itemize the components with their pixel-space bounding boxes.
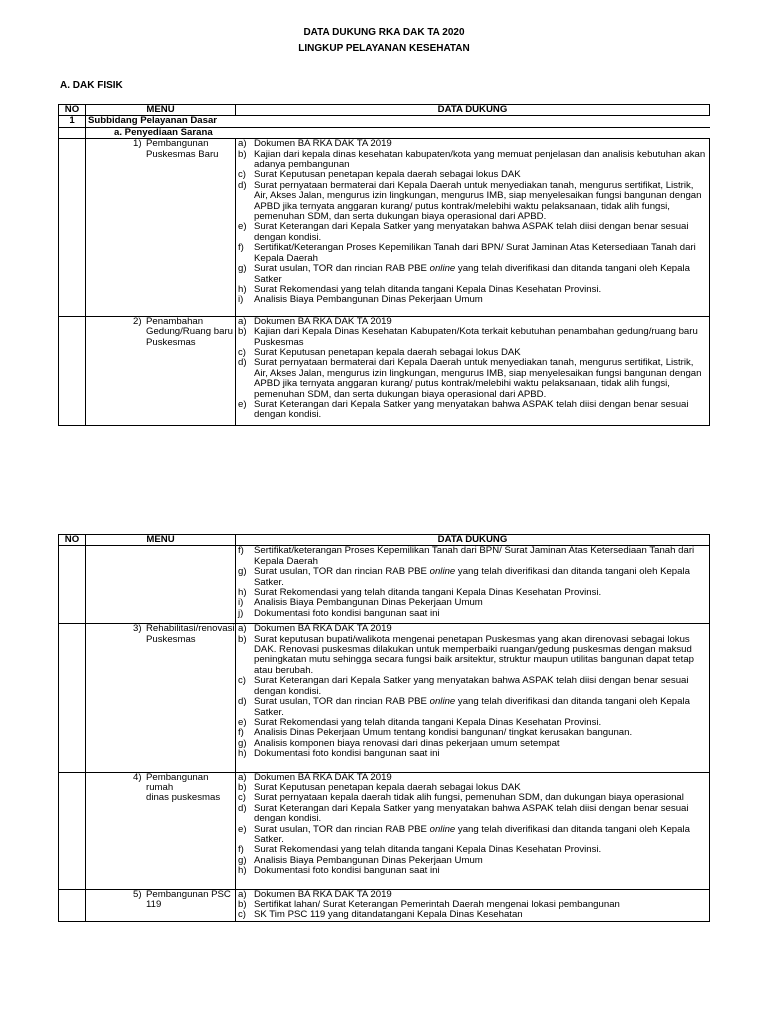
item-marker: g)	[238, 566, 247, 578]
item-marker: b)	[238, 781, 247, 793]
item-marker: e)	[238, 716, 247, 728]
data-dukung-item	[238, 910, 707, 920]
item-marker: h)	[238, 587, 247, 599]
menu-item-number: 3)	[133, 623, 142, 635]
item-marker: f)	[238, 545, 244, 557]
data-dukung-item	[238, 327, 707, 348]
item-marker: b)	[238, 899, 247, 910]
item-text-cont: yang telah diverifikasi dan ditanda tangani oleh Kepala Satker.	[254, 696, 690, 718]
item-marker: f)	[238, 727, 244, 739]
item-text: Analisis Biaya Pembangunan Dinas Pekerjaan Umum	[254, 854, 483, 866]
data-dukung-list	[238, 773, 707, 877]
item-text: Sertifikat/keterangan Proses Kepemilikan Tanah dari BPN/ Surat Jaminan Atas Ketersediaan Tanah dari Kepala Daerah	[254, 545, 695, 567]
subgroup-row	[59, 127, 710, 138]
table-row	[59, 546, 710, 624]
item-marker: a)	[238, 888, 247, 900]
data-dukung-item	[238, 866, 707, 876]
item-marker: g)	[238, 854, 247, 866]
data-dukung-list	[238, 624, 707, 759]
data-dukung-item	[238, 243, 707, 264]
table-row	[59, 889, 710, 921]
data-dukung-cell	[236, 139, 710, 317]
item-marker: a)	[238, 771, 247, 783]
menu-cell	[86, 139, 236, 317]
item-marker: b)	[238, 326, 247, 338]
item-text-cont: yang telah diverifikasi dan ditanda tangani oleh Kepala Satker	[254, 263, 690, 285]
group-row	[59, 116, 710, 127]
data-dukung-item	[238, 358, 707, 400]
item-text: Analisis Biaya Pembangunan Dinas Pekerjaan Umum	[254, 597, 483, 609]
menu-cell	[86, 316, 236, 425]
item-text: Dokumentasi foto kondisi bangunan saat ini	[254, 748, 440, 760]
table-header-row	[59, 105, 710, 116]
data-dukung-item	[238, 295, 707, 305]
item-text: Surat Keputusan penetapan kepala daerah sebagai lokus DAK	[254, 346, 521, 358]
data-dukung-item	[238, 181, 707, 223]
row-number-cell	[59, 624, 86, 772]
item-italic: online	[429, 566, 456, 578]
item-text: Surat Keterangan dari Kepala Satker yang menyatakan bahwa ASPAK telah diisi dengan benar sesuai dengan kondisi.	[254, 675, 689, 697]
header-no: NO	[59, 105, 86, 116]
item-text: Dokumen BA RKA DAK TA 2019	[254, 771, 392, 783]
document-subtitle: LINGKUP PELAYANAN KESEHATAN	[298, 43, 470, 54]
data-dukung-cell	[236, 316, 710, 425]
group-number: 1	[59, 116, 86, 127]
table-row	[59, 624, 710, 772]
item-text-cont: yang telah diverifikasi dan ditanda tangani oleh Kepala Satker.	[254, 823, 690, 845]
item-text: Analisis Dinas Pekerjaan Umum tentang kondisi bangunan/ tingkat kerusakan bangunan.	[254, 727, 633, 739]
item-marker: d)	[238, 179, 247, 191]
menu-item-label: Pembangunan Puskesmas Baru	[146, 138, 219, 160]
data-dukung-item	[238, 222, 707, 243]
item-text: Sertifikat/Keterangan Proses Kepemilikan Tanah dari BPN/ Surat Jaminan Atas Ketersediaan Tanah dari Kepala Daerah	[254, 242, 696, 264]
item-marker: c)	[238, 169, 246, 181]
menu-item-number: 1)	[133, 138, 142, 150]
data-dukung-cell	[236, 889, 710, 921]
item-text: Surat usulan, TOR dan rincian RAB PBE	[254, 823, 427, 835]
item-marker: c)	[238, 792, 246, 804]
row-number-cell	[59, 546, 86, 624]
row-number-cell	[59, 316, 86, 425]
item-text: Surat pernyataan bermaterai dari Kepala Daerah untuk menyediakan tanah, mengurus sertifikat, Listrik, Air, Akses Jalan, mengurus izin lingkungan, mengurus IMB, siap menyelesaikan fungsi bangunan dengan APBD jika ternyata anggaran kurang/ putus kontrak/melebihi waktu pelaksanaan, tidak alih fungsi, pemenuhan SDM, dan serta dukungan biaya operasional dari APBD.	[254, 179, 702, 223]
item-text: Dokumen BA RKA DAK TA 2019	[254, 623, 392, 635]
subgroup-label: a. Penyediaan Sarana	[86, 127, 710, 138]
item-marker: e)	[238, 398, 247, 410]
item-text: Dokumentasi foto kondisi bangunan saat ini	[254, 865, 440, 877]
group-label: Subbidang Pelayanan Dasar	[86, 116, 710, 127]
data-dukung-item	[238, 804, 707, 825]
menu-item-label-cont: dinas puskesmas	[146, 792, 221, 804]
row-number-cell	[59, 772, 86, 889]
item-marker: a)	[238, 315, 247, 327]
item-marker: i)	[238, 294, 244, 306]
item-marker: d)	[238, 802, 247, 814]
data-dukung-item	[238, 400, 707, 421]
item-marker: c)	[238, 675, 246, 687]
item-text: Surat usulan, TOR dan rincian RAB PBE	[254, 263, 427, 275]
item-text: Surat keputusan bupati/walikota mengenai penetapan Puskesmas yang akan direnovasi sebagai lokus DAK. Renovasi puskesmas dilakukan untuk memperbaiki ruangan/gedung puskesmas dengan maksud peningkatan mutu sehingga secara fungsi baik arsitektur, struktur maupun utilitas bangunan dapat tetap atau berubah.	[254, 633, 694, 676]
item-marker: h)	[238, 865, 247, 877]
item-marker: f)	[238, 242, 244, 254]
item-italic: online	[429, 263, 456, 275]
item-text: Surat pernyataan bermaterai dari Kepala Daerah untuk menyediakan tanah, mengurus sertifikat, Listrik, Air, Akses Jalan, mengurus izin lingkungan, mengurus IMB, siap menyelesaikan fungsi bangunan dengan APBD jika ternyata anggaran kurang/ putus kontrak/melebihi waktu pelaksanaan, tidak alih fungsi, pemenuhan SDM, dan serta dukungan biaya operasional dari APBD.	[254, 357, 702, 400]
item-text: SK Tim PSC 119 yang ditandatangani Kepala Dinas Kesehatan	[254, 909, 523, 921]
item-marker: a)	[238, 623, 247, 635]
menu-cell	[86, 546, 236, 624]
item-text: Dokumen BA RKA DAK TA 2019	[254, 888, 392, 900]
item-italic: online	[429, 823, 456, 835]
item-marker: d)	[238, 357, 247, 369]
item-text: Surat Keterangan dari Kepala Satker yang menyatakan bahwa ASPAK telah diisi dengan benar sesuai dengan kondisi.	[254, 802, 689, 825]
row-number-cell	[59, 889, 86, 921]
item-text: Surat Rekomendasi yang telah ditanda tangani Kepala Dinas Kesehatan Provinsi.	[254, 844, 602, 856]
menu-cell	[86, 772, 236, 889]
item-marker: a)	[238, 138, 247, 150]
item-text: Analisis Biaya Pembangunan Dinas Pekerjaan Umum	[254, 294, 483, 306]
data-dukung-item	[238, 150, 707, 171]
data-dukung-item	[238, 609, 707, 619]
item-text: Kajian dari kepala dinas kesehatan kabupaten/kota yang memuat penjelasan dan analisis kebutuhan akan adanya pembangunan	[254, 148, 706, 171]
item-text: Surat usulan, TOR dan rincian RAB PBE	[254, 566, 427, 578]
data-table-1	[58, 104, 710, 426]
item-marker: h)	[238, 748, 247, 760]
item-marker: g)	[238, 263, 247, 275]
header-no: NO	[59, 535, 86, 546]
data-dukung-item	[238, 264, 707, 285]
item-text: Surat Rekomendasi yang telah ditanda tangani Kepala Dinas Kesehatan Provinsi.	[254, 716, 602, 728]
data-dukung-item	[238, 749, 707, 759]
menu-item-number: 4)	[133, 771, 142, 783]
menu-item-label: Penambahan Gedung/Ruang baru	[146, 315, 233, 338]
menu-item-label: Pembangunan rumah	[146, 771, 209, 793]
data-dukung-list	[238, 890, 707, 921]
document-title: DATA DUKUNG RKA DAK TA 2020	[303, 27, 465, 38]
item-marker: b)	[238, 148, 247, 160]
item-text: Dokumen BA RKA DAK TA 2019	[254, 315, 392, 327]
data-dukung-list	[238, 139, 707, 306]
item-marker: f)	[238, 844, 244, 856]
menu-item-label: Rehabilitasi/renovasi Puskesmas	[146, 623, 235, 645]
item-text: Surat pernyataan kepala daerah tidak alih fungsi, pemenuhan SDM, dan dukungan biaya operasional	[254, 792, 684, 804]
item-italic: online	[429, 696, 456, 708]
item-marker: e)	[238, 221, 247, 233]
item-marker: d)	[238, 696, 247, 708]
item-marker: i)	[238, 597, 244, 609]
menu-cell	[86, 889, 236, 921]
item-text: Surat Keputusan penetapan kepala daerah sebagai lokus DAK	[254, 169, 521, 181]
item-text: Dokumen BA RKA DAK TA 2019	[254, 138, 392, 150]
data-dukung-item	[238, 825, 707, 846]
table-row	[59, 772, 710, 889]
data-dukung-cell	[236, 772, 710, 889]
item-text: Surat Keputusan penetapan kepala daerah sebagai lokus DAK	[254, 781, 521, 793]
header-data-dukung: DATA DUKUNG	[236, 535, 710, 546]
data-dukung-list	[238, 317, 707, 421]
table-row	[59, 139, 710, 317]
menu-item-label-cont: Puskesmas	[146, 336, 196, 348]
item-text: Analisis komponen biaya renovasi dari dinas pekerjaan umum setempat	[254, 737, 560, 749]
item-text: Dokumentasi foto kondisi bangunan saat ini	[254, 607, 440, 619]
data-dukung-item	[238, 546, 707, 567]
menu-item-number: 2)	[133, 315, 142, 327]
section-heading: A. DAK FISIK	[60, 80, 123, 91]
data-dukung-item	[238, 697, 707, 718]
item-marker: c)	[238, 909, 246, 921]
item-text: Surat Rekomendasi yang telah ditanda tangani Kepala Dinas Kesehatan Provinsi.	[254, 283, 602, 295]
data-table-2	[58, 534, 710, 922]
item-text: Surat Keterangan dari Kepala Satker yang menyatakan bahwa ASPAK telah diisi dengan benar sesuai dengan kondisi.	[254, 398, 689, 421]
data-dukung-item	[238, 567, 707, 588]
item-marker: e)	[238, 823, 247, 835]
item-text: Surat usulan, TOR dan rincian RAB PBE	[254, 696, 427, 708]
menu-item-number: 5)	[133, 888, 142, 900]
item-text: Kajian dari Kepala Dinas Kesehatan Kabupaten/Kota terkait kebutuhan penambahan gedung/ruang baru Puskesmas	[254, 326, 698, 348]
menu-cell	[86, 624, 236, 772]
item-text-cont: yang telah diverifikasi dan ditanda tangani oleh Kepala Satker.	[254, 566, 690, 588]
data-dukung-cell	[236, 624, 710, 772]
header-data-dukung: DATA DUKUNG	[236, 105, 710, 116]
item-marker: b)	[238, 633, 247, 645]
item-text: Surat Keterangan dari Kepala Satker yang menyatakan bahwa ASPAK telah diisi dengan benar sesuai dengan kondisi.	[254, 221, 689, 243]
item-text: Sertifikat lahan/ Surat Keterangan Pemerintah Daerah mengenai lokasi pembangunan	[254, 899, 620, 910]
table-row	[59, 316, 710, 425]
item-marker: j)	[238, 607, 244, 619]
data-dukung-list	[238, 546, 707, 619]
menu-item-label: Pembangunan PSC 119	[146, 888, 231, 910]
row-number-cell	[59, 139, 86, 317]
data-dukung-item	[238, 635, 707, 677]
header-menu: MENU	[86, 105, 236, 116]
item-text: Surat Rekomendasi yang telah ditanda tangani Kepala Dinas Kesehatan Provinsi.	[254, 587, 602, 599]
header-menu: MENU	[86, 535, 236, 546]
item-marker: h)	[238, 283, 247, 295]
item-marker: c)	[238, 346, 246, 358]
table-header-row	[59, 535, 710, 546]
data-dukung-item	[238, 676, 707, 697]
data-dukung-cell	[236, 546, 710, 624]
item-marker: g)	[238, 737, 247, 749]
